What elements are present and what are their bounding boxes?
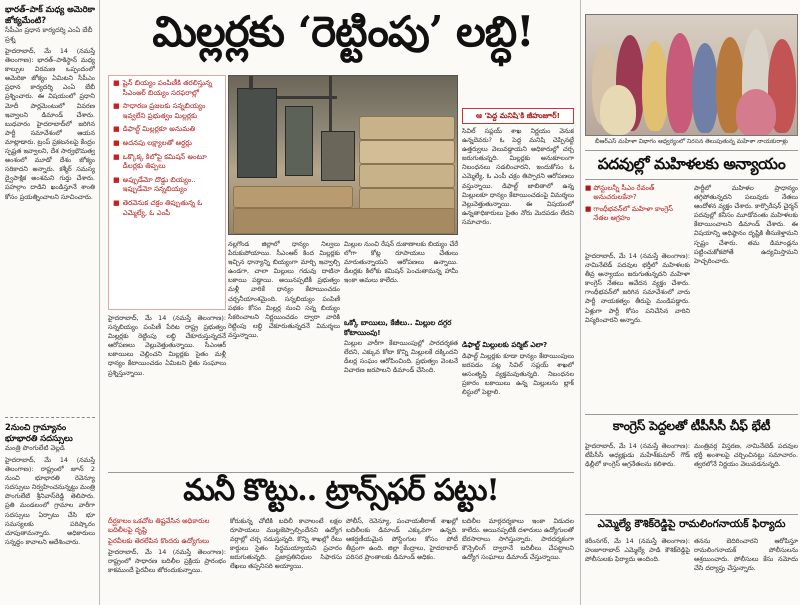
highlight-item: ■ తెరవెనుక చక్రం తిప్పుతున్న ఓ ఎమ్మెల్యే, ఓ ఎంపీ [113, 198, 203, 217]
women-story-column: పార్టీలో మహిళల ప్రాధాన్యం తగ్గిపోతున్నదని పలువురు నేతలు ఆందోళన వ్యక్తం చేశారు. కార్పొరేషన్ చైర్మన్ పదవుల్లో కనీసం మూడోవంతు మహిళలకు కేటాయించాలని డిమాండ్ చేశారు. ఈ విషయాన్ని అధిష్ఠానం దృష్టికి తీసుకెళ్తామని స్పష్టం చేశారు. తమ డిమాండ్లను పట్టించుకోకపోతే ఉద్యమిస్తామని హెచ్చరించారు. [694, 184, 798, 265]
women-protest-photo [585, 14, 798, 136]
transfer-headline-text: మనీ కొట్టు.. ట్రాన్స్‌ఫర్ పట్టు! [183, 472, 499, 508]
person-shape [666, 33, 694, 133]
congress-headline-text: కాంగ్రెస్ పెద్దలతో టీపీసీసీ చీఫ్ భేటీ [612, 418, 771, 433]
bullet-icon: ■ [113, 125, 120, 134]
person-shape [642, 41, 668, 131]
mill-pipe-shape [249, 76, 253, 90]
women-story-headline [585, 150, 798, 180]
rice-sack-shape [233, 208, 455, 234]
highlight-item: ■ ఒక్కొక్క కిలోపై కమిషన్ అంటూ డీలర్లకు తిప్పలు [113, 152, 207, 171]
main-story-column-b [344, 240, 458, 468]
main-headline [108, 6, 578, 68]
left-story-headline: భారత్–పాక్ మధ్య అమెరికా జోక్యమేంటి? [5, 4, 95, 25]
person-shape [600, 85, 636, 135]
congress-story-lead: హైదరాబాద్, మే 14 (నమస్తే తెలంగాణ): టీపీసీసీ అధ్యక్షుడు మహేశ్‌కుమార్ గౌడ్ ఢిల్లీలో కాంగ్రెస్ అగ్రనేతలను కలిశారు. [585, 442, 690, 469]
highlight-item: ■ సాధారణ ప్రజలకు సన్నబియ్యం ఇవ్వలేని ప్రభుత్వం మిల్లర్లకు [113, 102, 206, 120]
column-c-text: డిఫాల్ట్ మిల్లర్లకు కూడా ధాన్యం కేటాయింపులు జరపడం పట్ల సివిల్ సప్లయ్ శాఖలో అసంతృప్తి వ్యక్తమవుతున్నది. నిబంధనల ప్రకారం బకాయిలు ఉన్న మిల్లులను బ్లాక్ లిస్టులో పెట్టాలి. [462, 351, 574, 396]
column-b-text-2: మిల్లుల వారీగా కేటాయింపుల్లో పారదర్శకత లేదని, ఎక్కువ కోటా కొన్ని మిల్లులకే దక్కిందని డీలర్ల సంఘం ఆరోపించింది. ప్రభుత్వం వెంటనే విచారణ జరపాలని డిమాండ్ చేసింది. [344, 339, 458, 375]
highlight-box [108, 75, 226, 310]
congress-story-headline [585, 414, 798, 440]
transfer-story-lead: హైదరాబాద్, మే 14 (నమస్తే తెలంగాణ): రాష్ట్రంలో సాధారణ బదిలీల ప్రక్రియ ప్రారంభం కాకముందే పైరవీలు జోరందుకున్నాయి. [108, 548, 226, 575]
bullet-icon: ■ [585, 184, 592, 192]
highlight-item: ■ అప్పుడేమో దొడ్డు బియ్యం.. ఇప్పుడేమో సన్నబియ్యం [113, 175, 196, 194]
photo-caption: బీఆర్‌ఎస్ మహిళా విభాగం ఆధ్వర్యంలో నిరసన తెలుపుతున్న మహిళా నాయకురాళ్లు [594, 138, 789, 145]
left-divider [5, 417, 95, 418]
transfer-story-headline [108, 472, 574, 514]
rice-mill-photo [228, 75, 458, 235]
left-story-2-subline: మంత్రి పొంగులేటి వెల్లడి [5, 444, 65, 452]
main-headline-text: మిల్లర్లకు ‘రెట్టింపు’ లబ్ధి! [152, 7, 534, 56]
person-shape [736, 89, 776, 136]
transfer-story-column: పోలీస్, రెవెన్యూ, పంచాయతీరాజ్ శాఖల్లో బదిలీలకు డిమాండ్ ఎక్కువగా ఉన్నది. ఆకర్షణీయమైన పోస్టింగుల కోసం పోటీ తీవ్రంగా ఉంది. జిల్లా కేంద్రాలు, హైదరాబాద్ పరిసర ప్రాంతాలకు డిమాండ్ అధికం. [346, 517, 458, 562]
mla-story-lead: కరీంనగర్, మే 14 (నమస్తే తెలంగాణ): హుజూరాబాద్ ఎమ్మెల్యే పాడి కౌశిక్‌రెడ్డిపై పోలీసులకు ఫిర్యాదు అందింది. [585, 537, 690, 564]
rice-sack-shape [359, 164, 455, 188]
bullet-icon: ■ [113, 79, 120, 87]
column-b-text: మిల్లుల నుంచి రేషన్ దుకాణాలకు బియ్యం చేరే లోగా కోట్ల రూపాయలు చేతులు మారుతున్నాయని ఆరోపణలు ఉన్నాయి. డీలర్లకు కిలోకు కమిషన్ పెంచుతామన్న హామీ ఇంకా అమలు కాలేదు. [344, 240, 458, 285]
women-headline-text: పదవుల్లో మహిళలకు అన్యాయం [597, 153, 786, 173]
women-story-highlights [585, 184, 690, 250]
highlight-item: ■ అదనపు లక్ష్యాలతో ఆర్డర్లు [113, 138, 192, 147]
main-story-lead: హైదరాబాద్, మే 14 (నమస్తే తెలంగాణ): సన్నబియ్యం పంపిణీ పేరిట రాష్ట్ర ప్రభుత్వం మిల్లర్లకు రెట్టింపు లబ్ధి చేకూరుస్తున్నదనే ఆరోపణలు వెల్లువెత్తుతున్నాయి. సీఎంఆర్ బకాయిలు చెల్లించని మిల్లర్లకు సైతం మళ్లీ ధాన్యం కేటాయించడం ఏమిటని రైతు సంఘాలు ప్రశ్నిస్తున్నాయి. [108, 314, 226, 377]
mill-pipe-shape [277, 96, 337, 99]
mill-machine-shape [237, 88, 277, 178]
transfer-highlight-item: దీర్ఘకాలం ఒకచోట తిష్టవేసిన అధికారుల బదిలీలపై దృష్టి [108, 517, 210, 535]
mla-story-headline [585, 514, 798, 536]
transfer-story-column: కోరుకున్న చోటికి బదిలీ కావాలంటే లక్షల రూపాయలు ముట్టజెప్పాల్సిందేనని ఉద్యోగ వర్గాల్లో చర్చ నడుస్తున్నది. కొన్ని శాఖల్లో రేటు కార్డులు సైతం సిద్ధమయ్యాయని ప్రచారం జరుగుతున్నది. ప్రజాప్రతినిధుల సిఫారసు లేఖలు తప్పనిసరి అయ్యాయి. [230, 517, 342, 571]
mla-headline-text: ఎమ్మెల్యే కౌశిక్‌రెడ్డిపై రామలింగనాయక్ ఫిర్యాదు [597, 518, 786, 530]
bullet-icon: ■ [113, 138, 120, 147]
bullet-icon: ■ [113, 152, 120, 161]
left-story-2-body: హైదరాబాద్, మే 14 (నమస్తే తెలంగాణ): రాష్ట్రంలో జూన్ 2 నుంచి భూభారతి రెవెన్యూ సదస్సులు నిర్వహించనున్నట్టు మంత్రి పొంగులేటి శ్రీనివాస్‌రెడ్డి తెలిపారు. ప్రతి మండలంలో గ్రామాల వారీగా సదస్సులు ఏర్పాటు చేసి భూ సమస్యలకు పరిష్కారం చూపుతామన్నారు. అధికారులు సన్నద్ధం కావాలని ఆదేశించారు. [5, 456, 95, 546]
column-b-subhead: ఒక్కో బాయిలు, కేజీలు.. మిల్లుల దగ్గర కోటాయింపు! [344, 318, 452, 337]
bullet-icon: ■ [113, 175, 120, 184]
column-c-subhead: డిఫాల్ట్ మిల్లులకు పర్మిట్ ఎలా? [462, 340, 548, 349]
bullet-icon: ■ [113, 198, 120, 207]
sidebar-story [462, 108, 574, 333]
women-highlight-item: ■ గాంధీభవన్‌లో మహిళా కాంగ్రెస్ నేతల ఆగ్రహం [585, 205, 673, 222]
left-story-subline: సీపీఎం ప్రధాన కార్యదర్శి ఎంఏ బేబీ ప్రశ్న [5, 26, 93, 43]
mla-story-column: తనను బెదిరించారని ఆరోపిస్తూ రామలింగనాయక్ పోలీసులను ఆశ్రయించారు. పోలీసులు కేసు నమోదు చేసి దర్యాప్తు చేస్తున్నారు. [694, 537, 798, 573]
rice-sack-shape [233, 186, 353, 208]
mill-pipe-shape [329, 76, 332, 136]
bullet-icon: ■ [585, 205, 592, 213]
left-story-2-headline: 2నుంచి గ్రామ్యానం భూభారతి సదస్సులు [5, 422, 73, 443]
left-story-body: హైదరాబాద్, మే 14 (నమస్తే తెలంగాణ): భారత్–పాకిస్థాన్ మధ్య కాల్పుల విరమణ ఒప్పందంలో అమెరికా జోక్యం ఏమిటని సీపీఎం ప్రధాన కార్యదర్శి ఎంఏ బేబీ ప్రశ్నించారు. ఈ విషయంలో ప్రధాని మోదీ పార్లమెంటులో వివరణ ఇవ్వాలని డిమాండ్ చేశారు. బుధవారం హైదరాబాద్‌లో జరిగిన పార్టీ సమావేశంలో ఆయన మాట్లాడారు. ట్రంప్ ప్రకటనలపై కేంద్రం స్పష్టత ఇవ్వాలని, దేశ సార్వభౌమత్వ అంశంలో మూడో దేశం జోక్యం సరికాదని అన్నారు. కశ్మీర్ సమస్య ద్వైపాక్షిక అంశమని గుర్తు చేశారు. పహల్గాం దాడిని ఖండిస్తూనే శాంతి కోసం ప్రయత్నించాలని సూచించారు. [5, 47, 95, 201]
transfer-highlight-item: పైరవీలకు తెరలేపిన కొందరు ఉద్యోగులు [108, 537, 210, 546]
women-story-lead: హైదరాబాద్, మే 14 (నమస్తే తెలంగాణ): నామినేటెడ్ పదవుల భర్తీలో మహిళలకు తీవ్ర అన్యాయం జరుగుతున్నదని మహిళా కాంగ్రెస్ నేతలు ఆవేదన వ్యక్తం చేశారు. గాంధీభవన్‌లో జరిగిన సమావేశంలో వారు పార్టీ నాయకత్వం తీరుపై మండిపడ్డారు. ఏళ్లుగా పార్టీ కోసం పనిచేసిన వారిని విస్మరించారని అన్నారు. [585, 252, 690, 324]
mill-machine-shape [321, 131, 355, 181]
mill-machine-shape [285, 106, 313, 176]
sidebar-body: సివిల్ సప్లయ్ శాఖ నిర్ణయం వెనుక ఉన్నదెవరు? ఓ పెద్ద మనిషి చెప్పినట్టే ఉత్తర్వులు వెలువడ్డాయని అధికారుల్లో చర్చ జరుగుతున్నది. మిల్లర్లకు అనుకూలంగా నిబంధనలు సడలించారని, ఇందుకోసం ఓ ఎమ్మెల్యే, ఓ ఎంపీ చక్రం తిప్పారని ఆరోపణలు వస్తున్నాయి. డిఫాల్ట్ జాబితాలో ఉన్న మిల్లులకూ ధాన్యం కేటాయించడంపై విమర్శలు వెల్లువెత్తుతున్నాయి. ఈ విషయంలో ఉన్నతాధికారులు సైతం నోరు మెదపడం లేదని సమాచారం. [462, 127, 574, 226]
transfer-story-column: బదిలీల మార్గదర్శకాలు ఇంకా విడుదల కాలేదు. అయినప్పటికీ దళారులు ఉద్యోగులతో బేరసారాలు సాగిస్తున్నారు. పారదర్శకంగా కౌన్సెలింగ్ ద్వారానే బదిలీలు చేపట్టాలని ఉద్యోగ సంఘాలు డిమాండ్ చేస్తున్నాయి. [462, 517, 574, 562]
left-news-column [0, 0, 100, 605]
congress-story-column: మంత్రివర్గ విస్తరణ, నామినేటెడ్ పదవుల భర్తీ అంశాలపై చర్చించినట్టు సమాచారం. త్వరలోనే నిర్ణయం వెలువడనున్నది. [694, 442, 798, 469]
main-story-column-c [462, 338, 574, 468]
main-story-column-a: నల్లగొండ జిల్లాలో ధాన్యం నిల్వలు పేరుకుపోయాయి. సీఎంఆర్ కింద మిల్లర్లకు ఇచ్చిన ధాన్యాన్ని బియ్యంగా మార్చి ఇవ్వాల్సి ఉండగా, చాలా మిల్లులు గడువు దాటినా బకాయి పడ్డాయి. అయినప్పటికీ ప్రభుత్వం మళ్లీ వారికే ధాన్యం కేటాయించడం చర్చనీయాంశమైంది. సన్నబియ్యం పంపిణీ పథకం కోసం మిల్లర్ల నుంచి సన్న బియ్యం సేకరించాలని నిర్ణయించడం ద్వారా వారికి రెట్టింపు లబ్ధి చేకూరుతున్నదనే విమర్శలు వస్తున్నాయి. [228, 240, 340, 339]
rice-sack-shape [359, 140, 455, 164]
person-shape [692, 43, 718, 133]
highlight-item: ■ డిఫాల్ట్ మిల్లర్లకూ అనుమతి [113, 125, 196, 134]
sidebar-title: ఆ 'పెద్ద మనిషి'కి జీహుజూర్! [462, 108, 574, 124]
highlight-item: ■ షైన్ బియ్యం పంపిణీకి తరలిస్తున్న సీఎంఆర్ బియ్యం సరఫరాల్లో [113, 79, 213, 97]
women-highlight-item: ■ పోస్టులన్నీ సీఎం రేవంత్ అనుచరులకేనా? [585, 184, 655, 201]
right-news-column [580, 0, 800, 605]
rice-sack-shape [359, 116, 455, 140]
bullet-icon: ■ [113, 102, 120, 111]
